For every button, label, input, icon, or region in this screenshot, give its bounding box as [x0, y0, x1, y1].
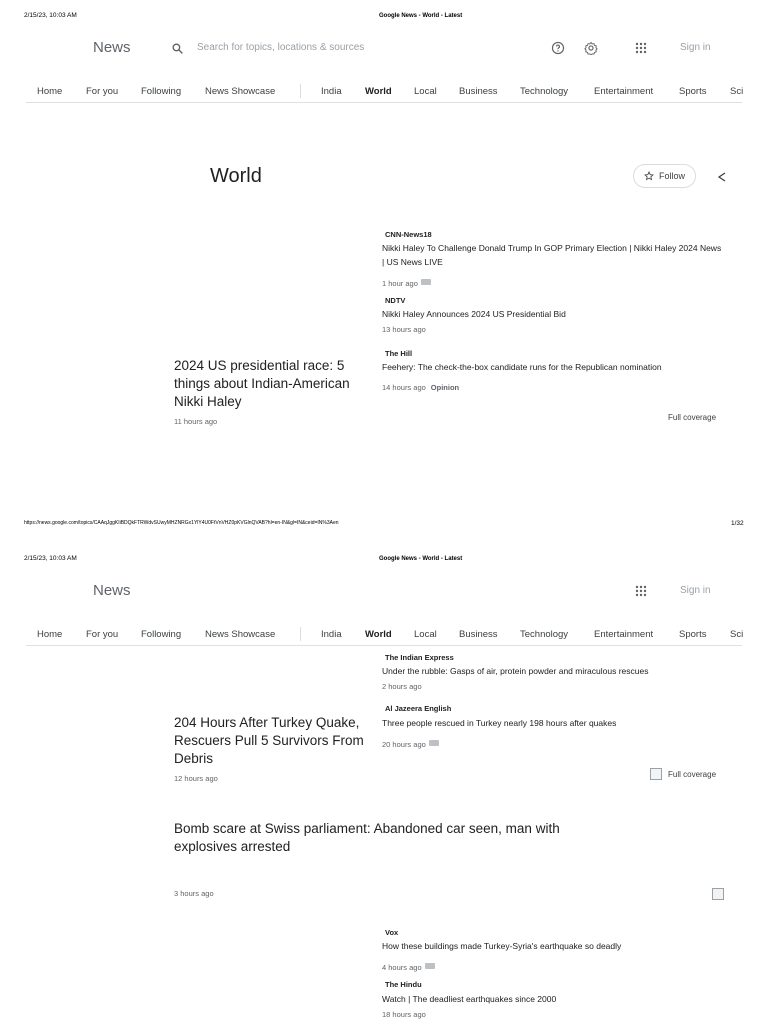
nav-india[interactable]: India — [321, 85, 342, 97]
nav-entertainment[interactable]: Entertainment — [594, 628, 654, 640]
sign-in-button[interactable]: Sign in — [680, 42, 711, 53]
article-headline[interactable]: How these buildings made Turkey-Syria's earthquake so deadly — [382, 941, 622, 951]
nav-for-you[interactable]: For you — [86, 628, 119, 640]
nav-science[interactable]: Sci — [730, 85, 744, 97]
nav-science[interactable]: Sci — [730, 628, 744, 640]
apps-grid-icon[interactable] — [633, 40, 649, 56]
article-headline[interactable]: Nikki Haley Announces 2024 US Presidential Bid — [382, 309, 566, 319]
article-headline[interactable]: Feehery: The check-the-box candidate runs for the Republican nomination — [382, 362, 662, 372]
search-icon[interactable] — [169, 40, 185, 56]
full-coverage-link[interactable]: Full coverage — [668, 770, 717, 779]
apps-grid-icon[interactable] — [633, 583, 649, 599]
article-meta — [382, 957, 435, 975]
nav-local[interactable]: Local — [414, 628, 437, 640]
source-name[interactable]: CNN-News18 — [385, 230, 432, 239]
print-title: Google News - World - Latest — [379, 13, 463, 19]
main-headline[interactable]: 2024 US presidential race: 5 things about Indian-American Nikki Haley — [174, 358, 350, 409]
article-headline[interactable]: Three people rescued in Turkey nearly 198 hours after quakes — [382, 718, 617, 728]
article-time: 18 hours ago — [382, 1010, 426, 1019]
topic-title: World — [210, 165, 262, 187]
nav-home[interactable]: Home — [37, 628, 63, 640]
nav-technology[interactable]: Technology — [520, 628, 569, 640]
article-time: 2 hours ago — [382, 682, 422, 691]
source-name[interactable]: Vox — [385, 928, 399, 937]
nav-divider-line — [26, 102, 742, 103]
nav-world[interactable]: World — [365, 628, 392, 640]
page-number: 1/32 — [731, 520, 744, 527]
full-coverage-link[interactable]: Full coverage — [668, 413, 717, 422]
news-logo[interactable]: News — [93, 39, 131, 56]
print-url: https://news.google.com/topics/CAAqJggKIiBDQkFTRWdvSUwyMHZNRGx1YlY4U0FtVnVHZ0pKVGlnQVAB?hl=en-IN&gl=IN&ceid=IN%3Aen — [24, 520, 339, 526]
sign-in-button[interactable]: Sign in — [680, 585, 711, 596]
source-name[interactable]: NDTV — [385, 296, 406, 305]
print-datetime: 2/15/23, 10:03 AM — [24, 12, 77, 19]
article-headline[interactable]: Nikki Haley To Challenge Donald Trump In GOP Primary Election | Nikki Haley 2024 News | US News LIVE — [382, 243, 722, 267]
nav-sports[interactable]: Sports — [679, 85, 707, 97]
main-headline[interactable]: Bomb scare at Swiss parliament: Abandoned car seen, man with explosives arrested — [174, 821, 560, 854]
nav-local[interactable]: Local — [414, 85, 437, 97]
article-time: 1 hour ago — [382, 279, 418, 288]
article-meta — [382, 273, 431, 291]
star-icon — [644, 171, 654, 181]
nav-sports[interactable]: Sports — [679, 628, 707, 640]
source-name[interactable]: The Hindu — [385, 980, 422, 989]
search-input[interactable]: Search for topics, locations & sources — [197, 42, 365, 53]
broken-image-icon — [650, 768, 662, 780]
broken-image-icon — [712, 888, 724, 900]
article-time: 14 hours ago — [382, 383, 426, 392]
main-headline[interactable]: 204 Hours After Turkey Quake, Rescuers Pull 5 Survivors From Debris — [174, 715, 364, 766]
help-icon[interactable] — [550, 40, 566, 56]
article-headline[interactable]: Under the rubble: Gasps of air, protein powder and miraculous rescues — [382, 666, 649, 676]
video-icon — [425, 963, 435, 969]
nav-divider — [300, 84, 301, 98]
main-time: 12 hours ago — [174, 774, 218, 783]
article-time: 20 hours ago — [382, 740, 426, 749]
source-name[interactable]: The Indian Express — [385, 653, 454, 662]
source-name[interactable]: The Hill — [385, 349, 413, 358]
nav-india[interactable]: India — [321, 628, 342, 640]
print-title: Google News - World - Latest — [379, 556, 463, 562]
nav-following[interactable]: Following — [141, 85, 182, 97]
article-meta — [382, 734, 439, 752]
share-icon[interactable] — [714, 169, 730, 185]
video-icon — [421, 279, 431, 285]
follow-button[interactable] — [633, 164, 696, 188]
follow-label: Follow — [659, 171, 686, 181]
settings-gear-icon[interactable] — [583, 40, 599, 56]
article-meta — [382, 377, 459, 395]
nav-news-showcase[interactable]: News Showcase — [205, 85, 276, 97]
main-time: 3 hours ago — [174, 889, 214, 898]
article-time: 4 hours ago — [382, 963, 422, 972]
nav-divider-line — [26, 645, 742, 646]
nav-home[interactable]: Home — [37, 85, 63, 97]
nav-entertainment[interactable]: Entertainment — [594, 85, 654, 97]
topic-nav — [37, 80, 768, 102]
opinion-tag: Opinion — [430, 383, 460, 392]
nav-world[interactable]: World — [365, 85, 392, 97]
news-logo[interactable]: News — [93, 582, 131, 599]
nav-news-showcase[interactable]: News Showcase — [205, 628, 276, 640]
video-icon — [429, 740, 439, 746]
print-datetime: 2/15/23, 10:03 AM — [24, 555, 77, 562]
nav-business[interactable]: Business — [459, 85, 498, 97]
nav-business[interactable]: Business — [459, 628, 498, 640]
nav-following[interactable]: Following — [141, 628, 182, 640]
main-time: 11 hours ago — [174, 417, 218, 426]
nav-technology[interactable]: Technology — [520, 85, 569, 97]
article-time: 13 hours ago — [382, 325, 426, 334]
nav-divider — [300, 627, 301, 641]
nav-for-you[interactable]: For you — [86, 85, 119, 97]
topic-nav — [37, 623, 768, 645]
article-headline[interactable]: Watch | The deadliest earthquakes since 2000 — [382, 994, 557, 1004]
source-name[interactable]: Al Jazeera English — [385, 704, 452, 713]
